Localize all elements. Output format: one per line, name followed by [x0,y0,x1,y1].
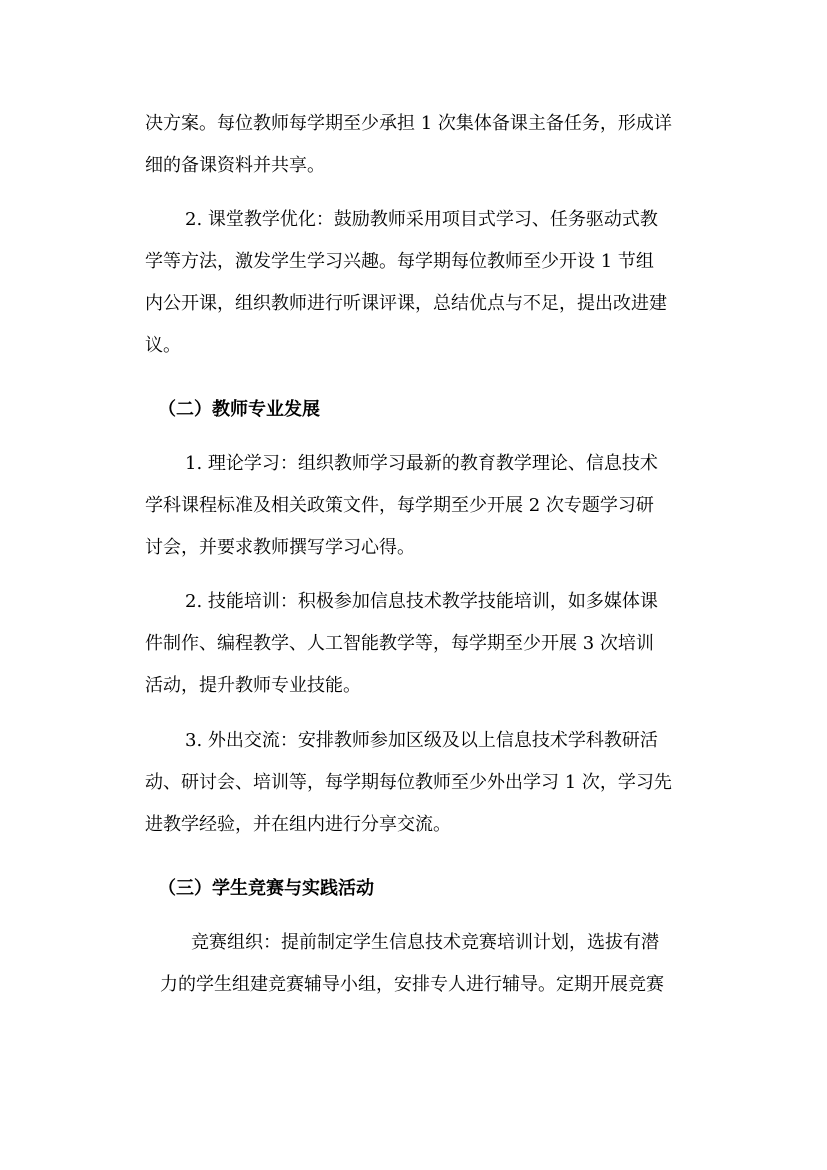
list-item-line: 进教学经验，并在组内进行分享交流。 [145,814,451,835]
list-item-line: 2. 技能培训：积极参加信息技术教学技能培训，如多媒体课 [185,591,658,612]
list-item-line: 件制作、编程教学、人工智能教学等，每学期至少开展 3 次培训 [145,633,654,654]
list-item-line: 动、研讨会、培训等，每学期每位教师至少外出学习 1 次，学习先 [145,772,672,793]
paragraph-line: 力的学生组建竞赛辅导小组，安排专人进行辅导。定期开展竞赛 [160,974,664,995]
paragraph-line: 决方案。每位教师每学期至少承担 1 次集体备课主备任务，形成详 [145,113,672,134]
list-item-line: 内公开课，组织教师进行听课评课，总结优点与不足，提出改进建 [145,293,667,314]
list-item-line: 2. 课堂教学优化：鼓励教师采用项目式学习、任务驱动式教 [185,209,658,230]
list-item-line: 1. 理论学习：组织教师学习最新的教育教学理论、信息技术 [185,453,658,474]
list-item-line: 议。 [145,335,181,356]
list-item-line: 活动，提升教师专业技能。 [145,675,361,696]
list-item-line: 3. 外出交流：安排教师参加区级及以上信息技术学科教研活 [185,730,658,751]
section-heading: （二）教师专业发展 [158,399,320,420]
paragraph-line: 细的备课资料并共享。 [145,155,325,176]
list-item-line: 学等方法，激发学生学习兴趣。每学期每位教师至少开设 1 节组 [145,251,654,272]
list-item-line: 学科课程标准及相关政策文件，每学期至少开展 2 次专题学习研 [145,495,654,516]
paragraph-line: 竞赛组织：提前制定学生信息技术竞赛培训计划，选拔有潜 [191,932,659,953]
list-item-line: 讨会，并要求教师撰写学习心得。 [145,537,415,558]
section-heading: （三）学生竞赛与实践活动 [158,878,374,899]
